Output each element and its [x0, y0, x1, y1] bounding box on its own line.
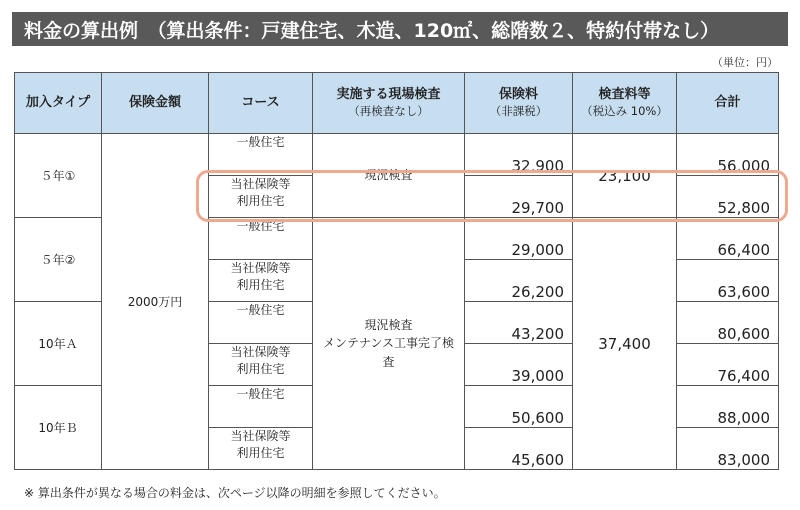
page-title: 料金の算出例 （算出条件：戸建住宅、木造、120㎡、総階数２、特約付帯なし） — [12, 12, 788, 46]
course-cell: 一般住宅 — [209, 218, 313, 260]
coverage-cell: 2000万円 — [102, 134, 209, 470]
total-cell: 83,000 — [677, 428, 779, 470]
unit-note: （単位：円） — [712, 56, 778, 69]
course-cell: 一般住宅 — [209, 302, 313, 344]
course-line: 利用住宅 — [236, 278, 285, 293]
total-cell: 63,600 — [677, 260, 779, 302]
header-inspection — [313, 73, 465, 134]
inspection-line: 現況検査 — [364, 317, 413, 332]
fee-table — [14, 72, 779, 470]
header-premium-label: 保険料 — [498, 87, 538, 103]
header-fee-sub: （税込み 10%） — [581, 104, 668, 119]
header-premium-sub: （非課税） — [489, 104, 548, 119]
total-cell: 88,000 — [677, 386, 779, 428]
header-inspection-label: 実施する現場検査 — [336, 87, 441, 103]
header-fee — [573, 73, 677, 134]
premium-cell: 32,900 — [465, 134, 573, 176]
header-course: コース — [209, 73, 313, 134]
course-cell — [209, 344, 313, 386]
header-fee-label: 検査料等 — [598, 87, 651, 103]
header-premium — [465, 73, 573, 134]
premium-cell: 50,600 — [465, 386, 573, 428]
header-plan: 加入タイプ — [15, 73, 102, 134]
header-total: 合計 — [677, 73, 779, 134]
premium-cell: 29,700 — [465, 176, 573, 218]
course-line: 利用住宅 — [236, 194, 285, 209]
course-line: 利用住宅 — [236, 362, 285, 377]
total-cell: 56,000 — [677, 134, 779, 176]
highlight-frame — [196, 170, 788, 222]
premium-cell: 26,200 — [465, 260, 573, 302]
premium-cell: 45,600 — [465, 428, 573, 470]
total-cell: 76,400 — [677, 344, 779, 386]
inspection-line: メンテナンス工事完了検査 — [322, 336, 455, 369]
course-line: 当社保険等 — [230, 345, 291, 359]
premium-cell: 39,000 — [465, 344, 573, 386]
table-header-row — [15, 73, 779, 134]
course-cell: 一般住宅 — [209, 386, 313, 428]
total-cell: 80,600 — [677, 302, 779, 344]
header-coverage: 保険金額 — [102, 73, 209, 134]
course-line: 当社保険等 — [230, 261, 291, 275]
course-line: 当社保険等 — [230, 429, 291, 443]
header-inspection-sub: （再検査なし） — [348, 104, 429, 119]
course-cell: 一般住宅 — [209, 134, 313, 176]
plan-cell: ５年② — [15, 218, 102, 302]
inspection-cell: 現況検査 — [313, 134, 465, 218]
course-cell — [209, 260, 313, 302]
plan-cell: ５年① — [15, 134, 102, 218]
total-cell: 66,400 — [677, 218, 779, 260]
course-line: 利用住宅 — [236, 446, 285, 461]
fee-cell: 37,400 — [573, 218, 677, 470]
fee-cell: 23,100 — [573, 134, 677, 218]
premium-cell: 43,200 — [465, 302, 573, 344]
total-cell: 52,800 — [677, 176, 779, 218]
course-line: 当社保険等 — [230, 177, 291, 191]
footnote: ※ 算出条件が異なる場合の料金は、次ページ以降の明細を参照してください。 — [24, 486, 446, 500]
plan-cell: 10年Ａ — [15, 302, 102, 386]
course-cell — [209, 428, 313, 470]
plan-cell: 10年Ｂ — [15, 386, 102, 470]
premium-cell: 29,000 — [465, 218, 573, 260]
inspection-cell — [313, 218, 465, 470]
